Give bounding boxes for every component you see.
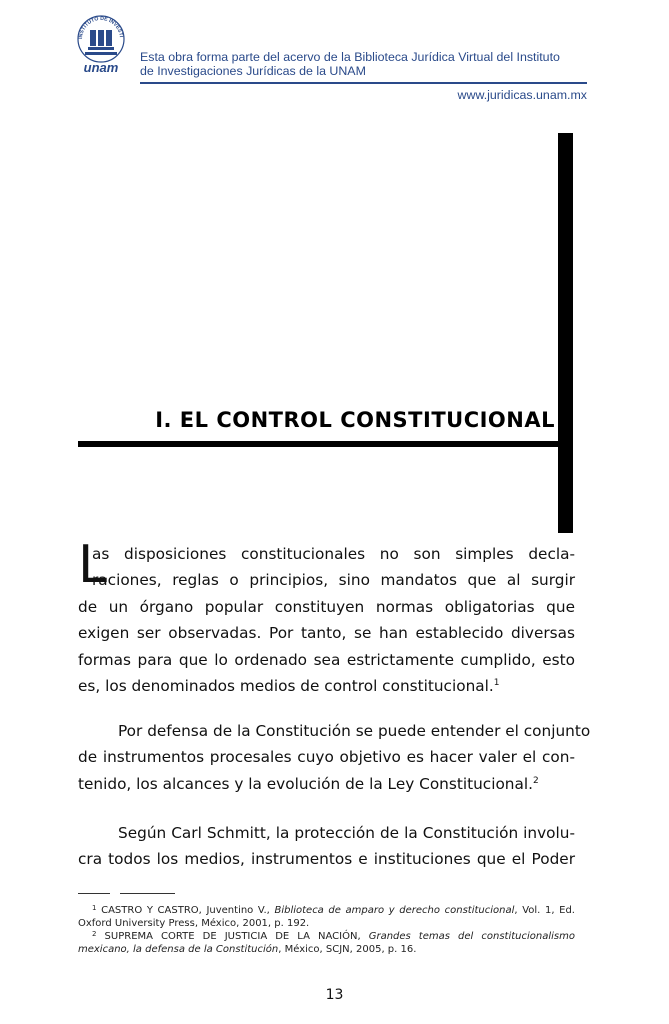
p1-line-1: as disposiciones constitucionales no son simples decla- xyxy=(92,545,575,563)
p1-line-6-text: es, los denominados medios de control constitucional. xyxy=(78,677,494,696)
p2-line-3 xyxy=(78,771,575,797)
unam-iij-logo xyxy=(70,12,132,78)
header-notice-line2: de Investigaciones Jurídicas de la UNAM xyxy=(140,64,366,78)
footnotes xyxy=(78,904,575,956)
p2-line-3-text: tenido, los alcances y la evolución de la Ley Constitucional. xyxy=(78,774,533,793)
drop-cap: L xyxy=(78,535,107,595)
footnote-2-number: 2 xyxy=(92,930,97,938)
footnote-2-title: Grandes temas del constitucionalismo mexicano, la defensa de la Constitución xyxy=(78,931,575,955)
footnote-rule xyxy=(78,893,110,894)
chapter-title: I. EL CONTROL CONSTITUCIONAL xyxy=(155,408,555,432)
p3-line-2: cra todos los medios, instrumentos e instituciones que el Poder xyxy=(78,850,575,869)
header-notice xyxy=(140,50,590,78)
logo-wordmark: unam xyxy=(83,60,119,75)
footnote-1-title: Biblioteca de amparo y derecho constitucional xyxy=(274,905,515,916)
paragraph-2 xyxy=(78,718,591,797)
header-url-link[interactable]: www.juridicas.unam.mx xyxy=(457,88,587,102)
footnote-ref-2[interactable]: 2 xyxy=(533,775,539,786)
header-notice-line1: Esta obra forma parte del acervo de la Biblioteca Jurídica Virtual del Instituto xyxy=(140,50,560,64)
p1-line-2: raciones, reglas o principios, sino mandatos que al surgir xyxy=(92,571,575,590)
footnote-rule-2 xyxy=(120,893,175,894)
p2-line-1: Por defensa de la Constitución se puede entender el conjunto xyxy=(118,722,591,740)
p1-line-6 xyxy=(78,673,575,699)
p2-line-2: de instrumentos procesales cuyo objetivo es hacer valer el con- xyxy=(78,748,575,767)
p1-line-3: de un órgano popular constituyen normas obligatorias que xyxy=(78,597,575,616)
footnote-ref-1[interactable]: 1 xyxy=(493,678,500,689)
chapter-vertical-bar xyxy=(558,133,573,533)
footnote-1-number: 1 xyxy=(92,904,97,912)
p1-line-5: formas para que lo ordenado sea estrictamente cumplido, esto xyxy=(78,650,575,669)
footnote-2 xyxy=(78,930,575,956)
paragraph-3 xyxy=(78,820,575,873)
p1-line-4: exigen ser observadas. Por tanto, se han establecido diversas xyxy=(78,624,575,643)
footnote-1 xyxy=(78,904,575,930)
paragraph-1 xyxy=(78,535,575,699)
chapter-horizontal-bar xyxy=(78,441,568,447)
footnote-1-details: , Vol. 1, Ed. Oxford University Press, México, 2001, p. 192. xyxy=(78,905,575,929)
header-rule xyxy=(140,82,587,84)
page-number: 13 xyxy=(325,987,344,1003)
footnote-2-author: SUPREMA CORTE DE JUSTICIA DE LA NACIÓN, xyxy=(104,931,369,942)
footnote-1-author: CASTRO Y CASTRO, Juventino V., xyxy=(101,905,275,916)
footnote-2-details: , México, SCJN, 2005, p. 16. xyxy=(278,944,417,955)
p3-line-1: Según Carl Schmitt, la protección de la Constitución involu- xyxy=(118,824,575,842)
logo-arc-text: INSTITUTO DE INVESTI xyxy=(77,15,124,40)
